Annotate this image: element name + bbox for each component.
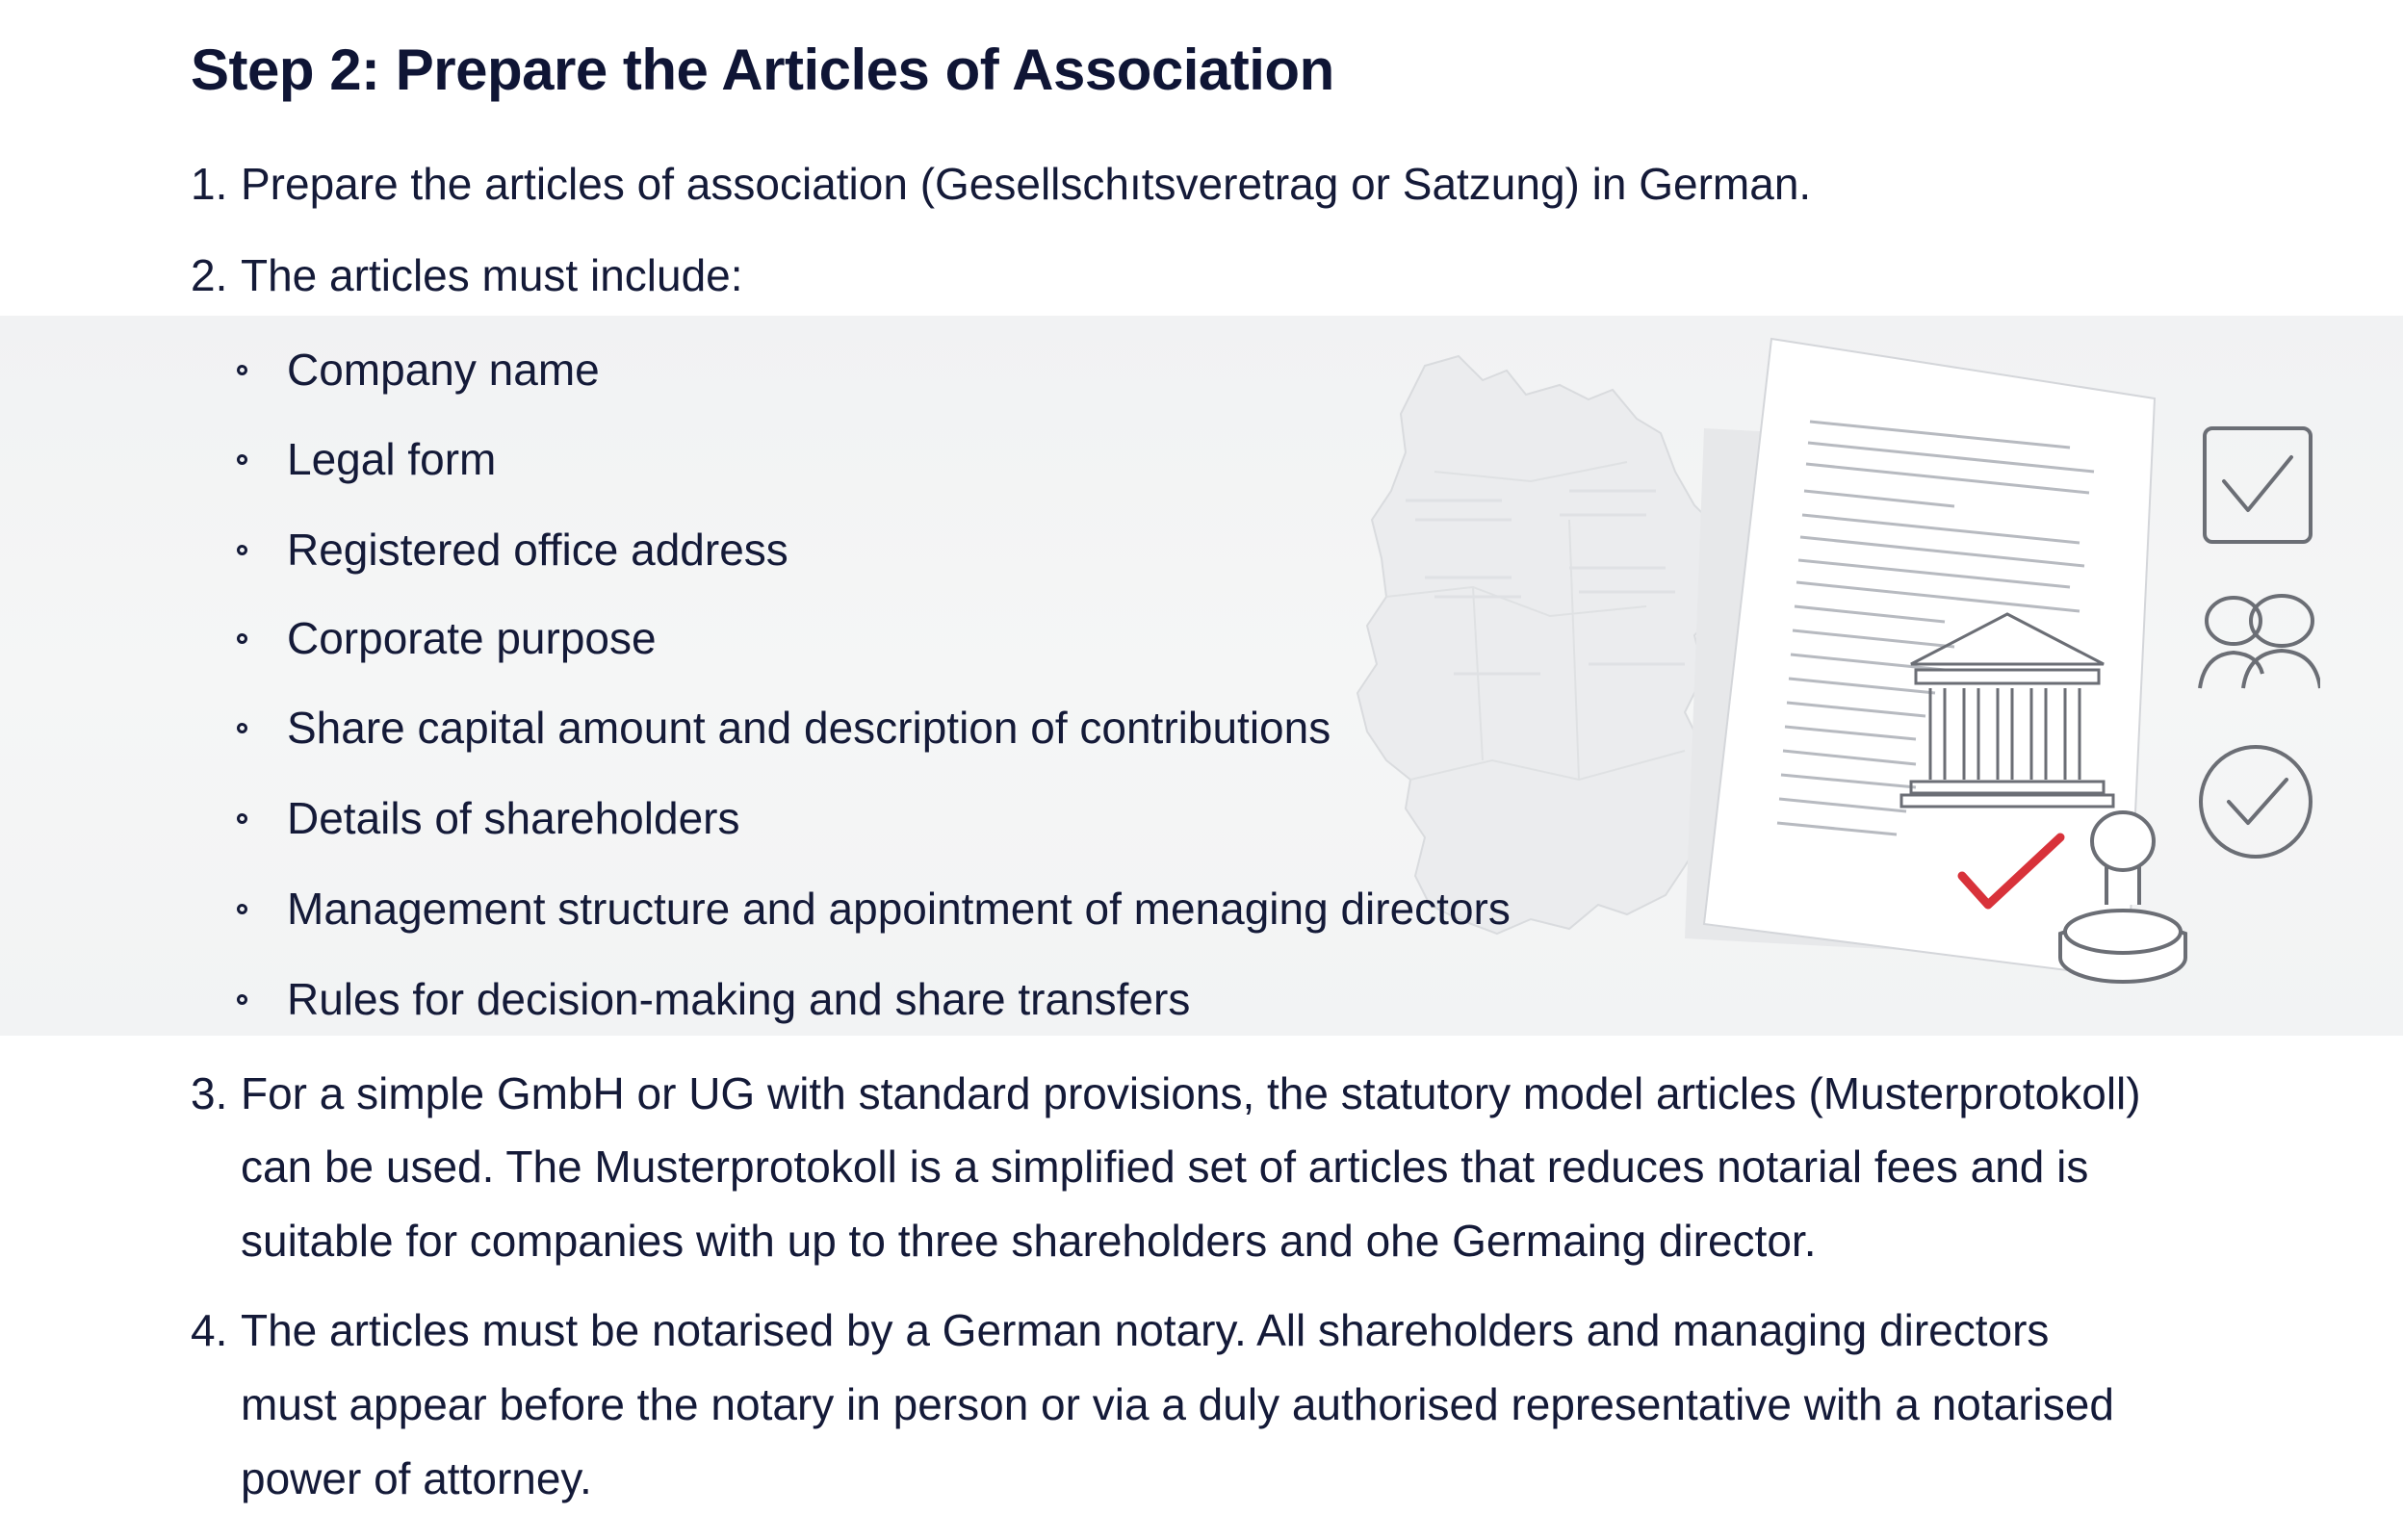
step-text-line: 4. The articles must be notarised by a German notary. All shareholders and managing directors	[191, 1305, 2050, 1355]
step-number: 1.	[191, 159, 228, 209]
step-1	[191, 157, 1811, 211]
list-item: Details of shareholders	[287, 793, 740, 843]
step-text-line: suitable for companies with up to three shareholders and ohe Germaing director.	[241, 1216, 1817, 1266]
bullet-icon	[237, 904, 247, 914]
bullet-icon	[237, 545, 247, 555]
bullet-icon	[237, 723, 247, 733]
step-text-line: 3. For a simple GmbH or UG with standard provisions, the statutory model articles (Musterprotokoll)	[191, 1068, 2141, 1118]
list-item: Rules for decision-making and share transfers	[287, 974, 1191, 1024]
step-number: 3.	[191, 1068, 228, 1118]
list-item: Corporate purpose	[287, 613, 657, 663]
step-number: 2.	[191, 250, 228, 300]
germany-map-icon	[1357, 356, 1733, 934]
list-item: Registered office address	[287, 525, 788, 575]
step-number: 4.	[191, 1305, 228, 1355]
checkbox-icon	[2205, 428, 2311, 542]
check-circle-icon	[2201, 747, 2311, 857]
bullet-icon	[237, 994, 247, 1005]
list-item: Share capital amount and description of contributions	[287, 703, 1331, 753]
bullet-icon	[237, 365, 247, 375]
bullet-icon	[237, 813, 247, 824]
list-item: Company name	[287, 345, 600, 395]
list-item: Management structure and appointment of menaging directors	[287, 884, 1511, 934]
step-text: The articles must include:	[241, 250, 743, 300]
list-item: Legal form	[287, 434, 497, 484]
step-text-line: power of attorney.	[241, 1453, 592, 1503]
bullet-icon	[237, 454, 247, 465]
step-text-line: can be used. The Musterprotokoll is a simplified set of articles that reduces notarial fees and is	[241, 1142, 2089, 1192]
page-title: Step 2: Prepare the Articles of Association	[191, 38, 1334, 102]
bullet-icon	[237, 633, 247, 644]
step-2	[191, 248, 743, 302]
people-icon	[2200, 596, 2320, 688]
step-text: Prepare the articles of association (Gesellschıtsveretrag or Satzung) in German.	[241, 159, 1812, 209]
step-text-line: must appear before the notary in person or via a duly authorised representative with a notarised	[241, 1379, 2114, 1429]
